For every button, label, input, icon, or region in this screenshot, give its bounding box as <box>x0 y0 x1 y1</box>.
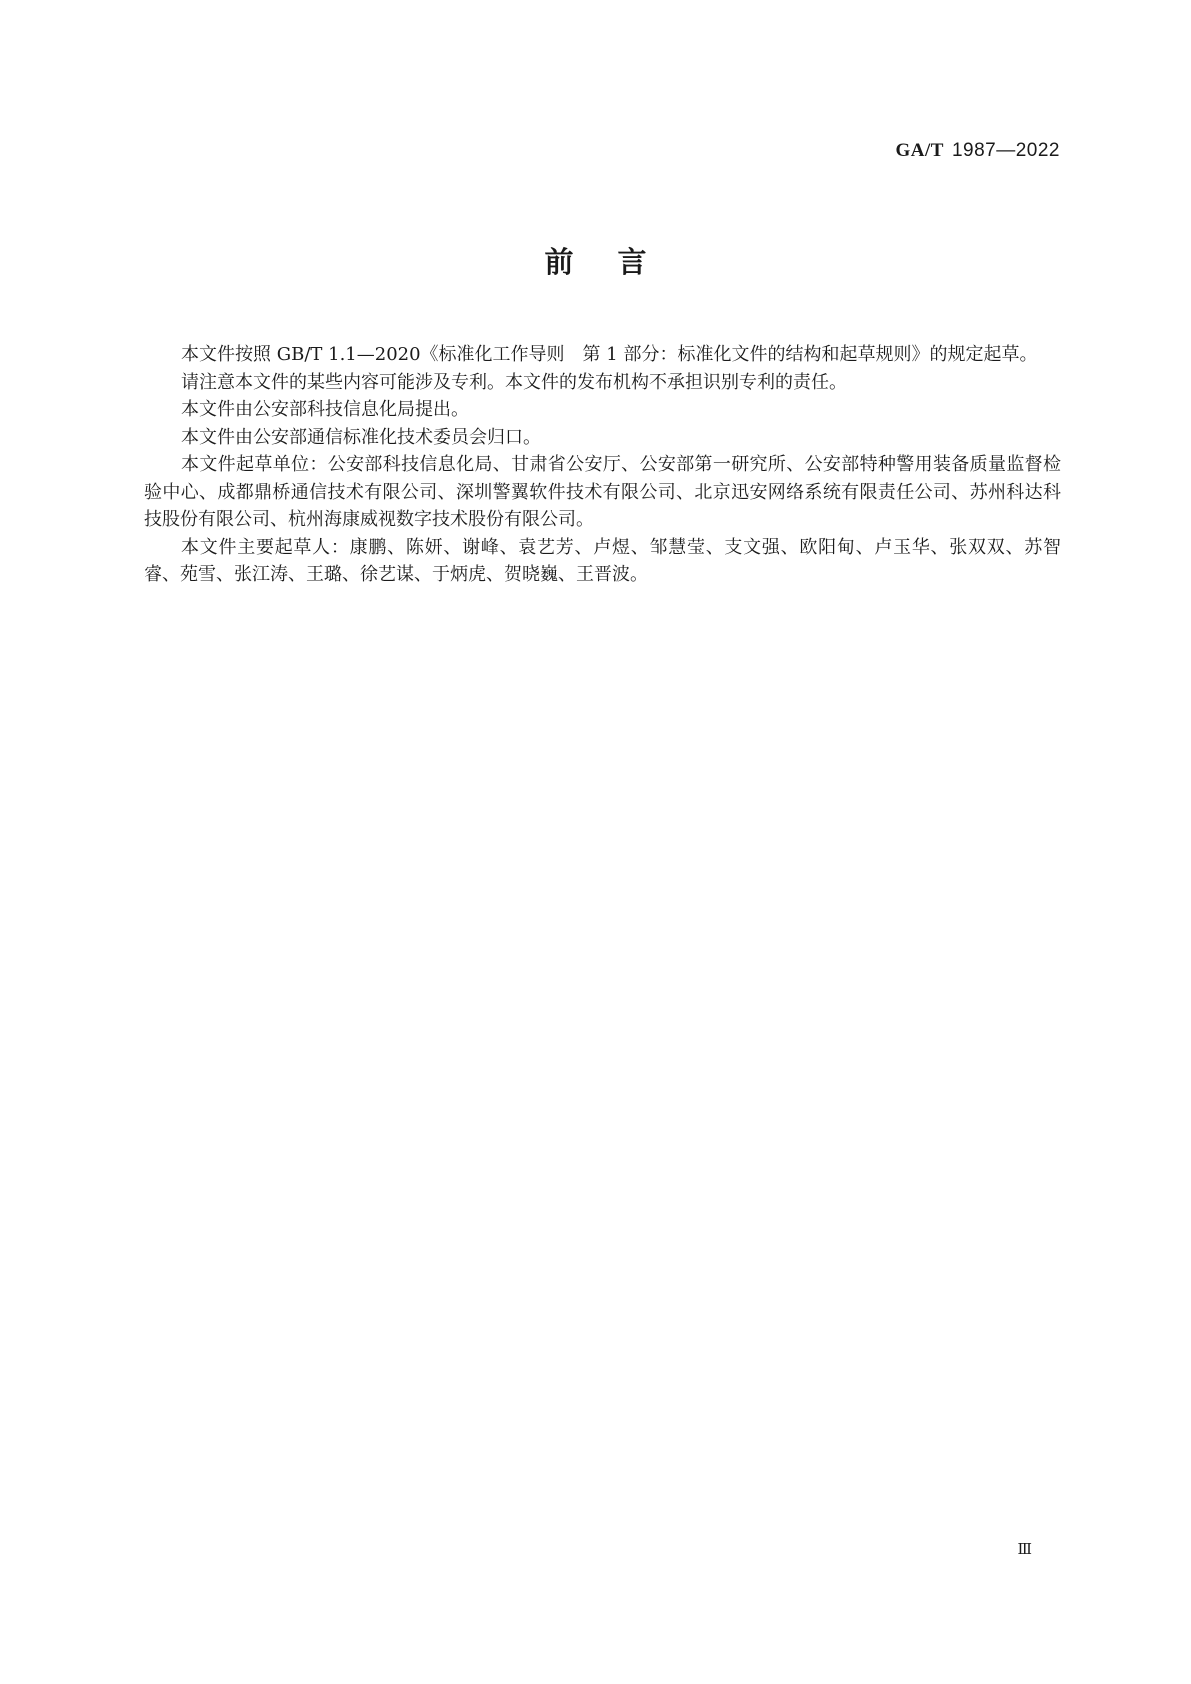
standard-code <box>896 140 1061 162</box>
foreword-body <box>144 341 1061 589</box>
standard-code-number: 1987—2022 <box>951 140 1060 161</box>
paragraph-drafting-rules: 本文件按照 GB/T 1.1—2020《标准化工作导则 第 1 部分：标准化文件的结构和起草规则》的规定起草。 <box>181 344 1038 365</box>
standard-code-prefix: GA/T <box>895 140 944 161</box>
paragraph-drafters: 本文件主要起草人：康鹏、陈妍、谢峰、袁艺芳、卢煜、邹慧莹、支文强、欧阳甸、卢玉华、张双双、苏智睿、苑雪、张江涛、王璐、徐艺谋、于炳虎、贺晓巍、王晋波。 <box>144 536 1061 585</box>
page-title: 前言 <box>544 245 691 279</box>
page-number: Ⅲ <box>1017 1540 1031 1558</box>
paragraph-committee: 本文件由公安部通信标准化技术委员会归口。 <box>181 426 541 448</box>
paragraph-patent-notice: 请注意本文件的某些内容可能涉及专利。本文件的发布机构不承担识别专利的责任。 <box>181 371 847 393</box>
paragraph-drafting-units: 本文件起草单位：公安部科技信息化局、甘肃省公安厅、公安部第一研究所、公安部特种警用装备质量监督检验中心、成都鼎桥通信技术有限公司、深圳警翼软件技术有限公司、北京迅安网络系统有限责任公司、苏州科达科技股份有限公司、杭州海康威视数字技术股份有限公司。 <box>144 454 1061 530</box>
paragraph-proposer: 本文件由公安部科技信息化局提出。 <box>181 399 469 420</box>
